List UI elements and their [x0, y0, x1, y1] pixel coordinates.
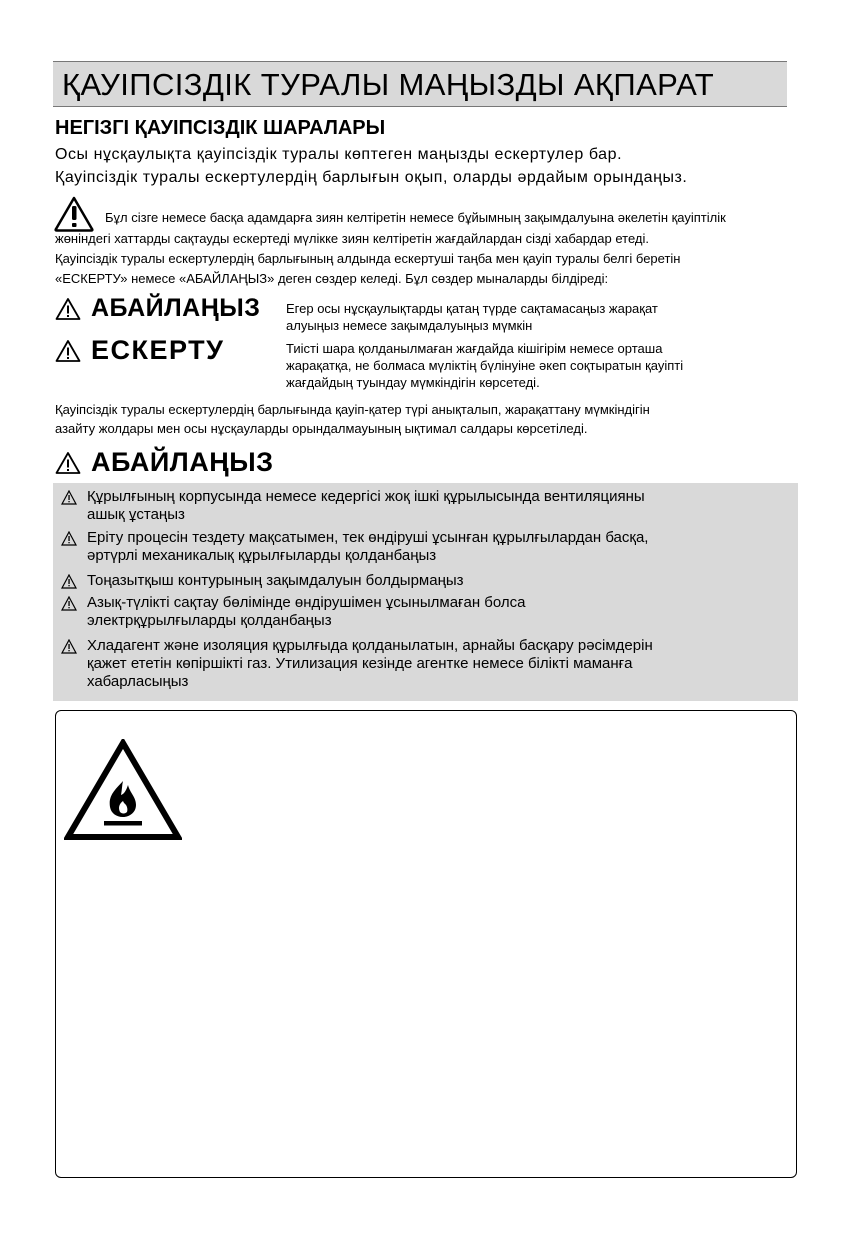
intro-line-1: Осы нұсқаулықта қауіпсіздік туралы көптеген маңызды ескертулер бар. [55, 146, 623, 163]
caution-triangle-icon [55, 297, 81, 321]
warning-description [286, 340, 683, 391]
caution-list-item [61, 488, 645, 524]
caution-section-heading [55, 447, 274, 478]
caution-item-2-line-1: Еріту процесін тездету мақсатымен, тек өндіруші ұсынған құрылғылардан басқа, [87, 529, 649, 546]
page-title: ҚАУІПСІЗДІК ТУРАЛЫ МАҢЫЗДЫ АҚПАРАТ [62, 67, 715, 102]
notice-line-3: Қауіпсіздік туралы ескертулердің барлығының алдында ескертуші таңба мен қауіп туралы белгі беретін [55, 251, 681, 266]
warning-desc-line-3: жағдайдың туындау мүмкіндігін көрсетеді. [286, 375, 540, 390]
warning-desc-line-2: жарақатқа, не болмаса мүліктің бүлінуіне әкеп соқтыратын қауіпті [286, 358, 684, 373]
summary-line-1: Қауіпсіздік туралы ескертулердің барлығында қауіп-қатер түрі анықталып, жарақаттану мүмкіндігін [55, 402, 650, 417]
notice-line-4: «ЕСКЕРТУ» немесе «АБАЙЛАҢЫЗ» деген сөздер келеді. Бұл сөздер мыналарды білдіреді: [55, 271, 609, 286]
caution-item-2-line-2: әртүрлі механикалық құрылғыларды қолданбаңыз [87, 547, 437, 564]
caution-desc-line-1: Егер осы нұсқаулықтарды қатаң түрде сақтамасаңыз жарақат [286, 301, 658, 316]
warning-signal-label [55, 335, 224, 366]
caution-list-item [61, 594, 526, 630]
caution-list-item [61, 637, 653, 691]
caution-list-box [53, 483, 798, 701]
warning-desc-line-1: Тиісті шара қолданылмаған жағдайда кішігірім немесе орташа [286, 341, 663, 356]
summary-line-2: азайту жолдары мен осы нұсқауларды орындалмауының ықтимал салдары көрсетіледі. [55, 421, 588, 436]
intro-line-2: Қауіпсіздік туралы ескертулердің барлығын оқып, оларды әрдайым орындаңыз. [55, 169, 688, 186]
caution-signal-label [55, 294, 260, 323]
caution-item-1-line-1: Құрылғының корпусында немесе кедергісі жоқ ішкі құрылысында вентиляцияны [87, 488, 645, 505]
page-title-bar [53, 61, 787, 107]
caution-item-5-line-1: Хладагент және изоляция құрылғыда қолданылатын, арнайы басқару рәсімдерін [87, 637, 653, 654]
caution-list-item [61, 529, 648, 565]
caution-item-5-line-3: хабарласыңыз [87, 673, 189, 690]
bullet-warning-icon [61, 490, 77, 505]
caution-heading-triangle-icon [55, 451, 81, 475]
caution-item-5-line-2: қажет ететін көпіршікті газ. Утилизация кезінде агентке немесе білікті маманға [87, 655, 633, 672]
caution-signal-word: АБАЙЛАҢЫЗ [91, 294, 261, 322]
flammable-warning-icon [64, 739, 182, 841]
caution-list-item [61, 572, 464, 590]
basic-safety-heading: НЕГІЗГІ ҚАУІПСІЗДІК ШАРАЛАРЫ [55, 117, 386, 139]
notice-line-1: Бұл сізге немесе басқа адамдарға зиян келтіретін немесе бұйымның зақымдалуына әкелетін қауіптілік [105, 210, 726, 225]
caution-item-4-line-1: Азық-түлікті сақтау бөлімінде өндірушімен ұсынылмаған болса [87, 594, 526, 611]
bullet-warning-icon [61, 639, 77, 654]
caution-item-3-line-1: Тоңазытқыш контурының зақымдалуын болдырмаңыз [87, 572, 464, 589]
flammable-notice-box [55, 710, 797, 1178]
caution-desc-line-2: алуыңыз немесе зақымдалуыңыз мүмкін [286, 318, 533, 333]
bullet-warning-icon [61, 574, 77, 589]
warning-signal-word: ЕСКЕРТУ [91, 335, 225, 365]
warning-small-triangle-icon [55, 339, 81, 363]
bullet-warning-icon [61, 531, 77, 546]
notice-line-2: жөніндегі хаттарды сақтауды ескертеді мүлікке зиян келтіретін жағдайлардан сізді хабардар етеді. [55, 231, 649, 246]
caution-description [286, 300, 658, 334]
caution-section-title: АБАЙЛАҢЫЗ [91, 447, 274, 477]
warning-triangle-icon [54, 196, 94, 232]
bullet-warning-icon [61, 596, 77, 611]
caution-item-4-line-2: электрқұрылғыларды қолданбаңыз [87, 612, 332, 629]
caution-item-1-line-2: ашық ұстаңыз [87, 506, 185, 523]
